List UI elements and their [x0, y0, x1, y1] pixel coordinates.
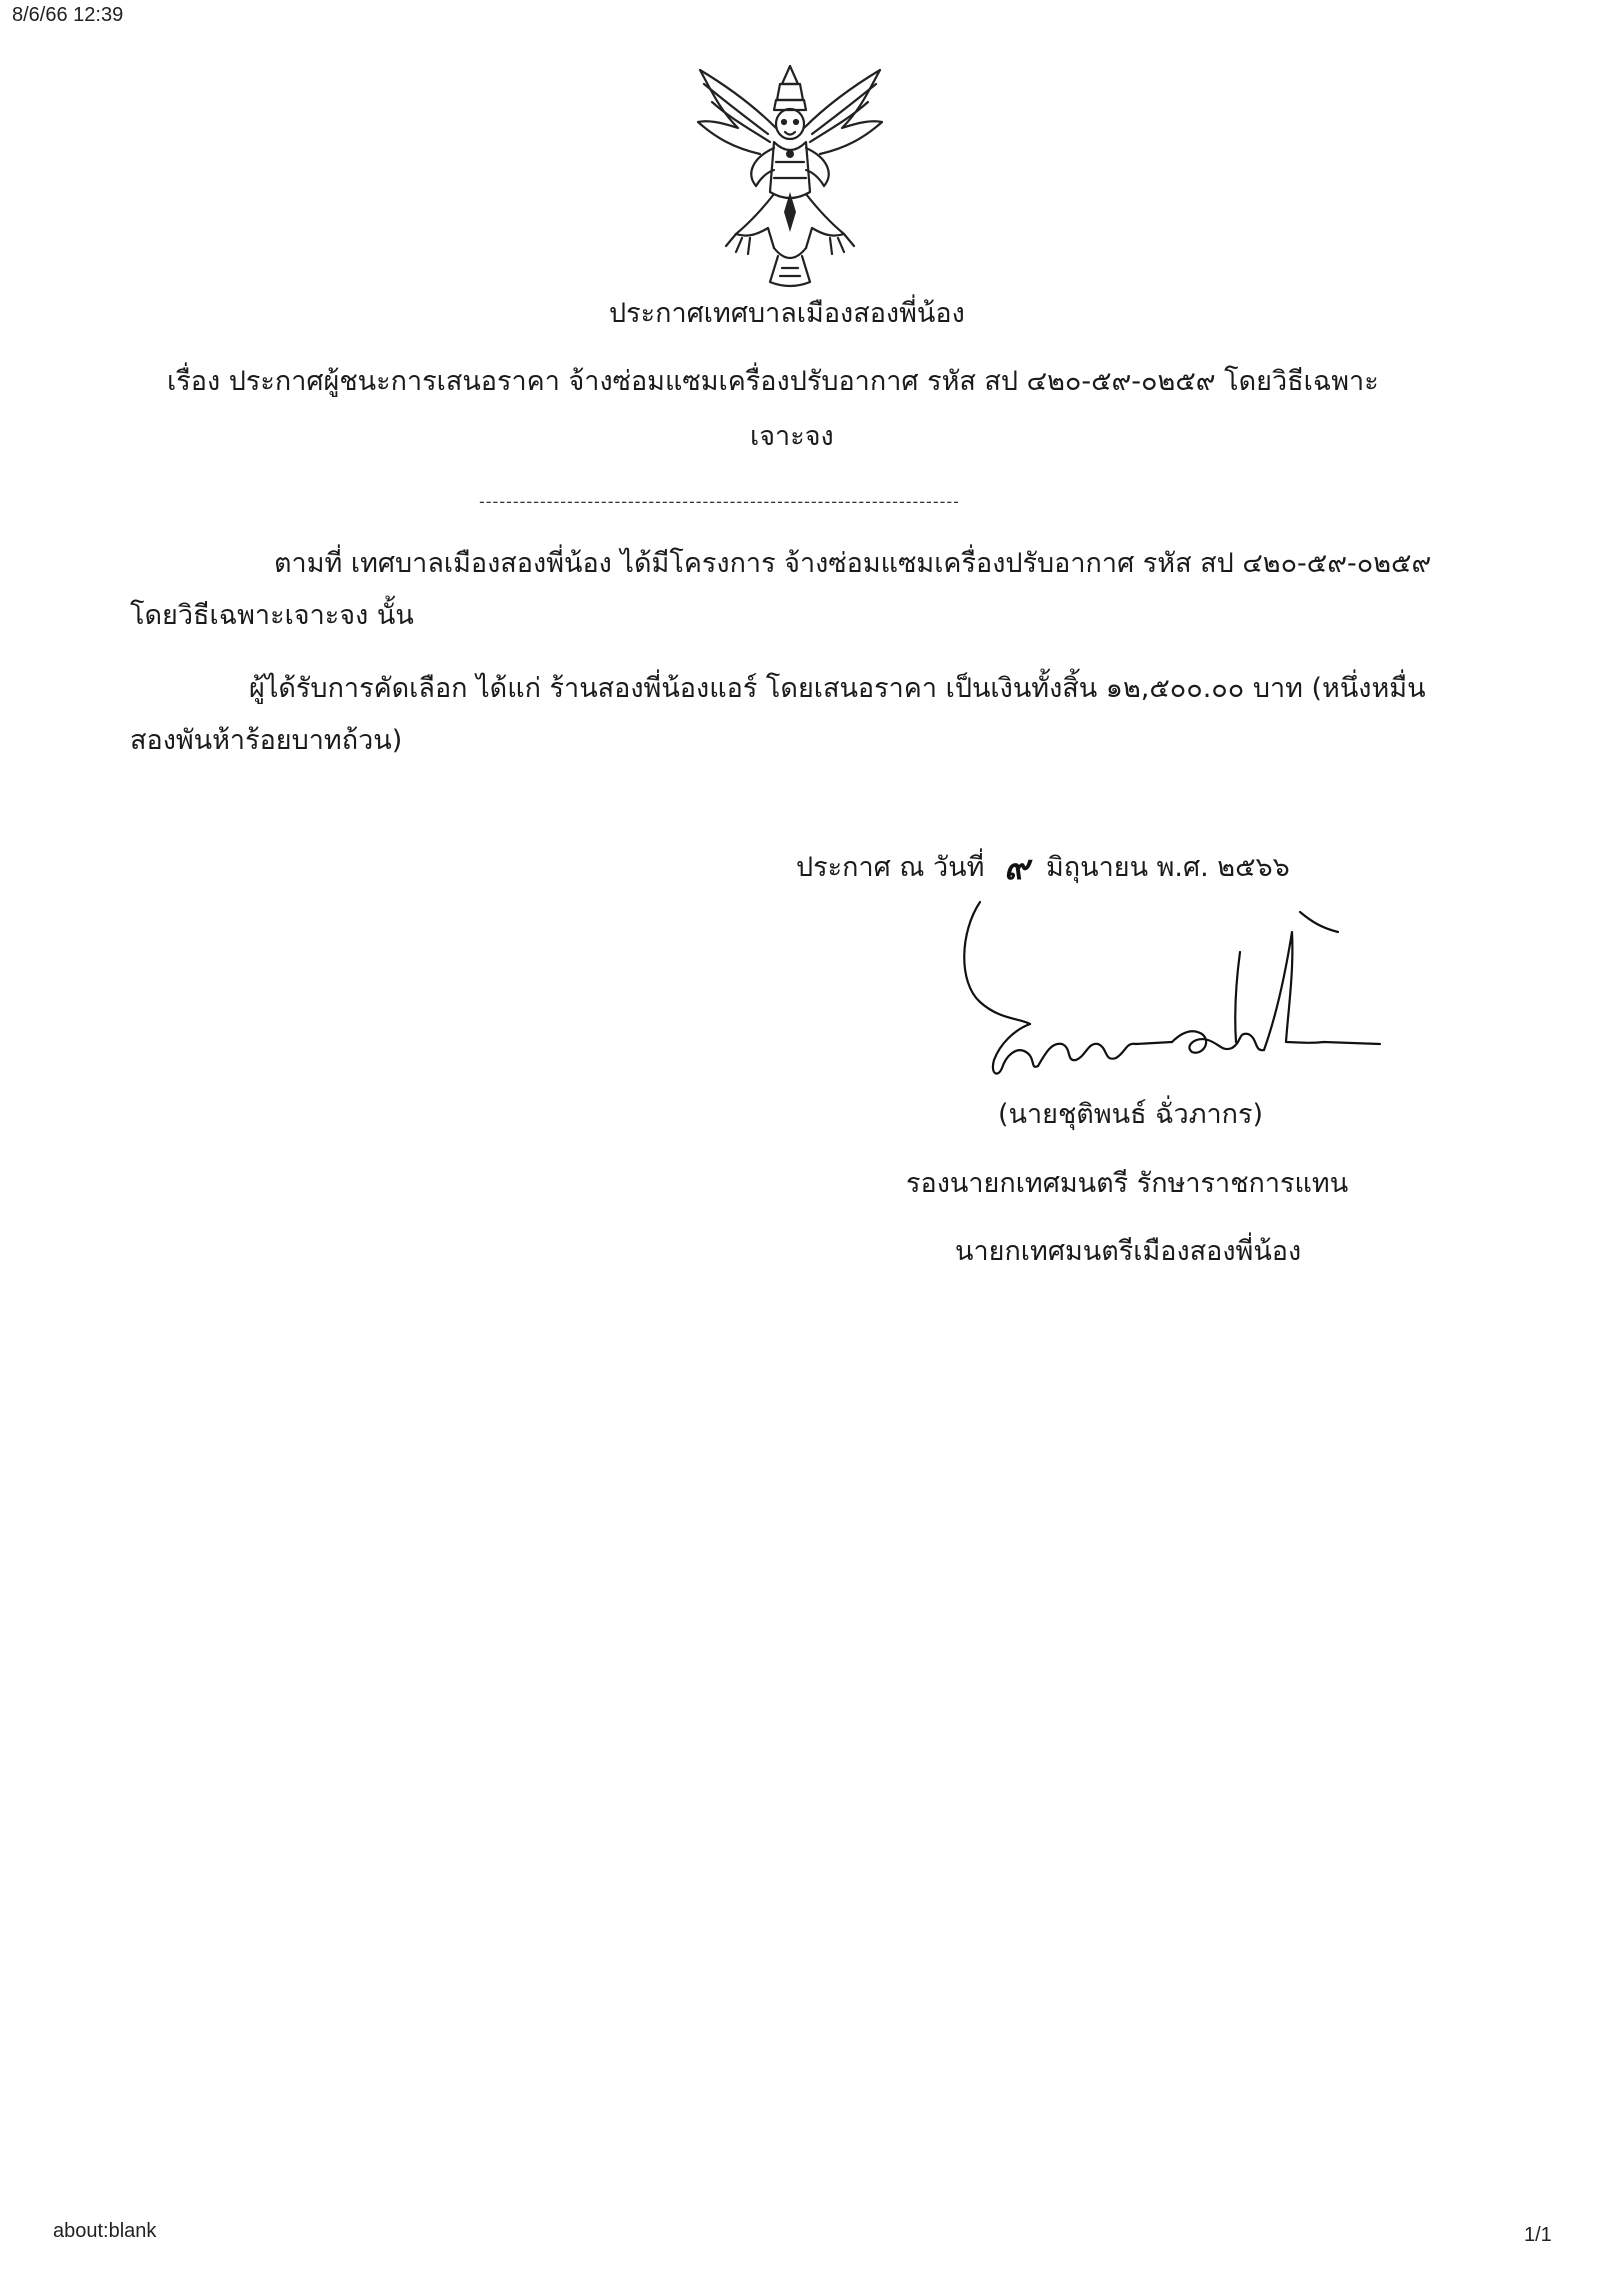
signer-title-line2: นายกเทศมนตรีเมืองสองพี่น้อง [955, 1236, 1302, 1267]
paragraph1-line2: โดยวิธีเฉพาะเจาะจง นั้น [130, 600, 414, 631]
date-suffix: มิถุนายน พ.ศ. ๒๕๖๖ [1046, 852, 1290, 883]
paragraph2-line1: ผู้ได้รับการคัดเลือก ได้แก่ ร้านสองพี่น้องแอร์ โดยเสนอราคา เป็นเงินทั้งสิ้น ๑๒,๕๐๐.๐๐ บาท (หนึ่งหมื่น [249, 673, 1426, 704]
document-subject-line1: เรื่อง ประกาศผู้ชนะการเสนอราคา จ้างซ่อมแซมเครื่องปรับอากาศ รหัส สป ๔๒๐-๕๙-๐๒๕๙ โดยวิธีเฉพาะ [167, 366, 1379, 397]
garuda-emblem [690, 62, 890, 294]
print-url: about:blank [53, 2220, 157, 2242]
date-prefix: ประกาศ ณ วันที่ [796, 852, 985, 883]
print-page-number: 1/1 [1524, 2224, 1552, 2246]
document-organization: ประกาศเทศบาลเมืองสองพี่น้อง [609, 298, 965, 329]
paragraph2-line2: สองพันห้าร้อยบาทถ้วน) [130, 725, 403, 756]
document-subject-line2: เจาะจง [750, 421, 834, 452]
paragraph1-line1: ตามที่ เทศบาลเมืองสองพี่น้อง ได้มีโครงการ จ้างซ่อมแซมเครื่องปรับอากาศ รหัส สป ๔๒๐-๕๙-๐๒๕๙ [274, 548, 1432, 579]
signer-name: (นายชุติพนธ์ ฉั่วภากร) [998, 1099, 1264, 1130]
print-datetime: 8/6/66 12:39 [12, 4, 124, 26]
separator-line: ----------------------------------------------------------------------- [479, 492, 960, 511]
date-day-handwritten: ๙ [1004, 848, 1029, 888]
signature-image [940, 892, 1400, 1092]
signer-title-line1: รองนายกเทศมนตรี รักษาราชการแทน [906, 1168, 1349, 1199]
